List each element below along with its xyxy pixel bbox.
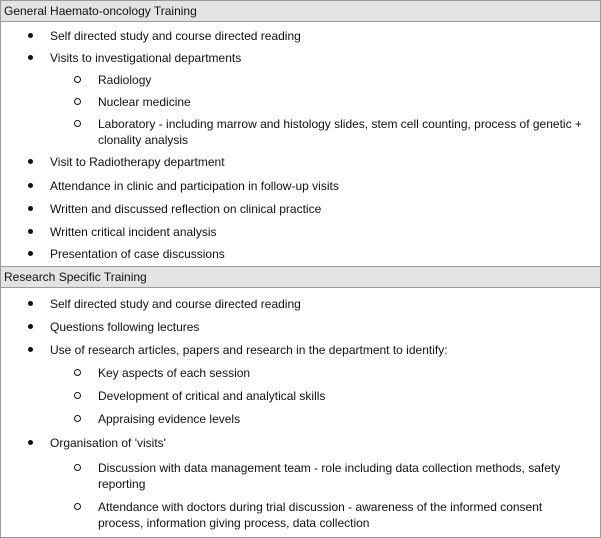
sub-list-item: Key aspects of each session <box>98 366 251 380</box>
list-item: Visits to investigational departments <box>50 51 242 65</box>
section-header-research <box>1 266 600 288</box>
sub-list-item: Nuclear medicine <box>98 95 191 109</box>
list-item: Attendance in clinic and participation in follow-up visits <box>50 179 339 193</box>
list-item: Written and discussed reflection on clinical practice <box>50 202 322 216</box>
sub-list-item: Appraising evidence levels <box>98 412 241 426</box>
list-item: Written critical incident analysis <box>50 225 217 239</box>
section-title: General Haemato-oncology Training <box>4 4 197 18</box>
sub-list-item: Laboratory - including marrow and histology slides, stem cell counting, process of genetic + clonality analysis <box>98 117 582 147</box>
list-item: Visit to Radiotherapy department <box>50 155 225 169</box>
sub-list-item: Attendance with doctors during trial discussion - awareness of the informed consent process, information giving process, data collection <box>98 500 543 530</box>
section-title: Research Specific Training <box>4 270 147 284</box>
list-item: Questions following lectures <box>50 320 200 334</box>
list-item: Self directed study and course directed reading <box>50 297 301 311</box>
list-item: Self directed study and course directed reading <box>50 29 301 43</box>
list-item: Use of research articles, papers and research in the department to identify: <box>50 343 448 357</box>
sub-list-item: Discussion with data management team - role including data collection methods, safety reporting <box>98 461 561 491</box>
sub-list-item: Radiology <box>98 73 152 87</box>
sub-list-item: Development of critical and analytical skills <box>98 389 326 403</box>
list-item: Organisation of 'visits' <box>50 436 166 450</box>
section-header-general <box>1 1 600 22</box>
list-item: Presentation of case discussions <box>50 247 225 261</box>
